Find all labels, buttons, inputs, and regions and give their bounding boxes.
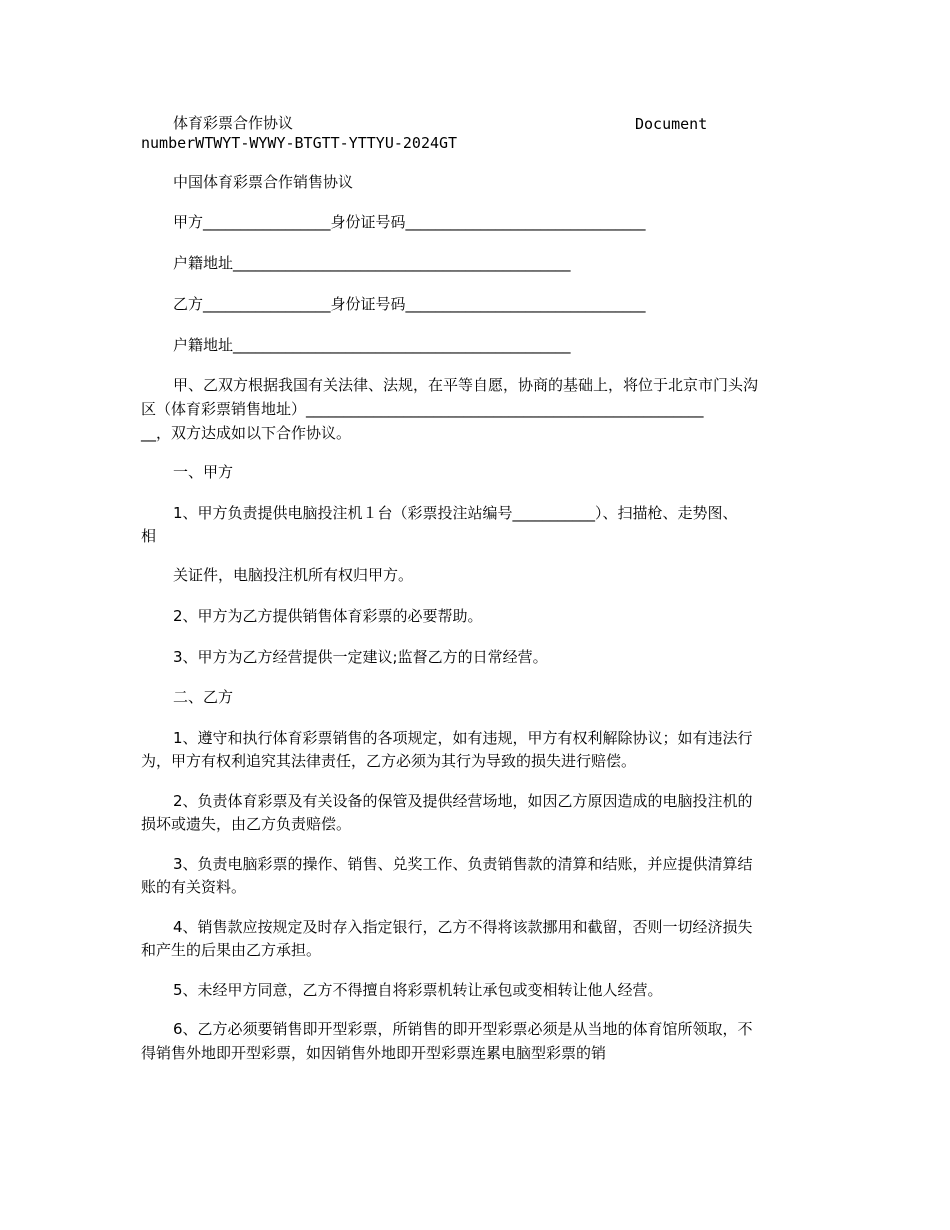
section-b-heading: 二、乙方: [173, 688, 234, 706]
intro-line-1: 甲、乙双方根据我国有关法律、法规，在平等自愿，协商的基础上，将位于北京市门头沟: [173, 376, 759, 394]
party-b-line: 乙方_________________身份证号码________________________________: [173, 295, 646, 313]
document-number-value: numberWTWYT-WYWY-BTGTT-YTTYU-2024GT: [141, 134, 458, 152]
party-a-line: 甲方_________________身份证号码________________________________: [173, 213, 646, 231]
section-b-item4-line1: 4、销售款应按规定及时存入指定银行，乙方不得将该款挪用和截留，否则一切经济损失: [173, 918, 753, 936]
party-b-address: 户籍地址_____________________________________________: [173, 336, 571, 354]
agreement-title: 中国体育彩票合作销售协议: [173, 173, 354, 191]
section-b-item2-line2: 损坏或遗失，由乙方负责赔偿。: [141, 815, 352, 833]
document-number-label: Document: [635, 115, 708, 133]
intro-line-2: 区（体育彩票销售地址）_____________________________________________________: [141, 400, 704, 418]
section-a-item1-line2: 相: [141, 527, 157, 545]
section-b-item1-line1: 1、遵守和执行体育彩票销售的各项规定，如有违规，甲方有权利解除协议；如有违法行: [173, 729, 753, 747]
section-b-item4-line2: 和产生的后果由乙方承担。: [141, 941, 322, 959]
section-b-item6-line2: 得销售外地即开型彩票，如因销售外地即开型彩票连累电脑型彩票的销: [141, 1044, 607, 1062]
section-b-item2-line1: 2、负责体育彩票及有关设备的保管及提供经营场地，如因乙方原因造成的电脑投注机的: [173, 792, 753, 810]
section-a-item2: 2、甲方为乙方提供销售体育彩票的必要帮助。: [173, 607, 483, 625]
document-title: 体育彩票合作协议: [173, 114, 294, 132]
section-b-item5: 5、未经甲方同意，乙方不得擅自将彩票机转让承包或变相转让他人经营。: [173, 981, 663, 999]
section-a-item3: 3、甲方为乙方经营提供一定建议;监督乙方的日常经营。: [173, 648, 548, 666]
section-a-item1-continued: 关证件，电脑投注机所有权归甲方。: [173, 566, 414, 584]
section-b-item1-line2: 为，甲方有权利追究其法律责任，乙方必须为其行为导致的损失进行赔偿。: [141, 752, 637, 770]
section-b-item3-line2: 账的有关资料。: [141, 878, 247, 896]
intro-line-3: __，双方达成如以下合作协议。: [141, 424, 352, 442]
section-b-item6-line1: 6、乙方必须要销售即开型彩票，所销售的即开型彩票必须是从当地的体育馆所领取，不: [173, 1020, 753, 1038]
section-a-item1-line1: 1、甲方负责提供电脑投注机１台（彩票投注站编号___________）、扫描枪、走势图、: [173, 504, 738, 522]
party-a-address: 户籍地址_____________________________________________: [173, 254, 571, 272]
section-a-heading: 一、甲方: [173, 463, 234, 481]
section-b-item3-line1: 3、负责电脑彩票的操作、销售、兑奖工作、负责销售款的清算和结账，并应提供清算结: [173, 855, 753, 873]
